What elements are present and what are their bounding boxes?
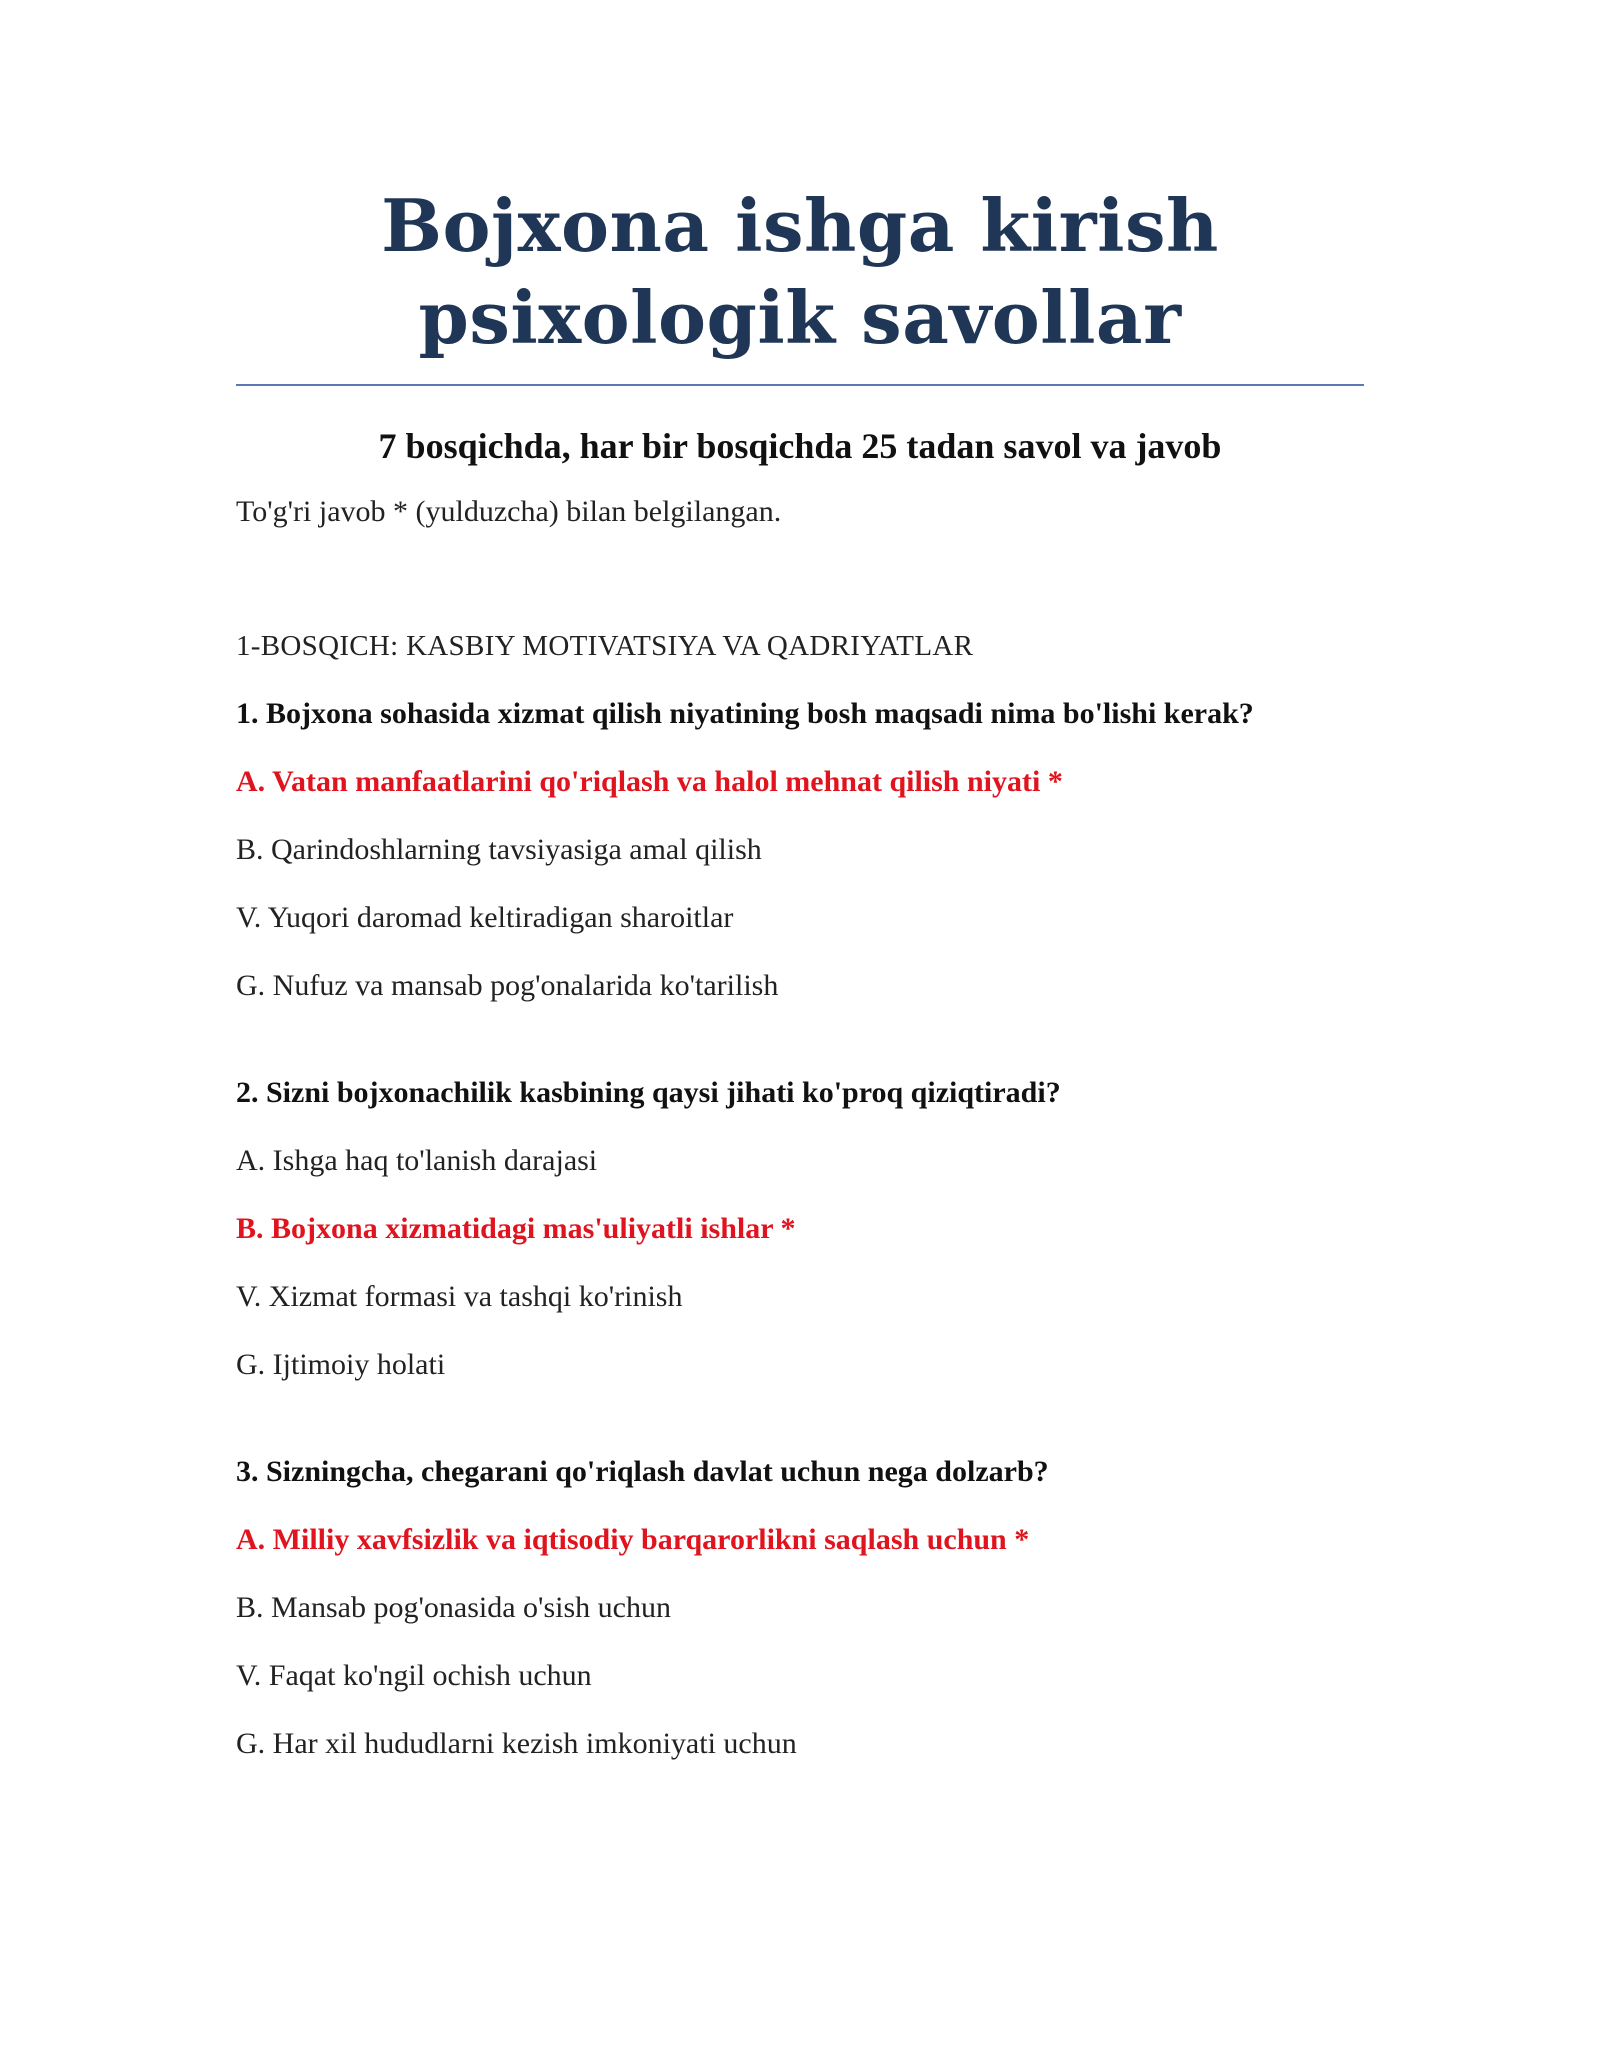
answer-key-note: To'g'ri javob * (yulduzcha) bilan belgilangan.	[236, 495, 782, 528]
answer-option: V. Faqat ko'ngil ochish uchun	[236, 1659, 592, 1692]
question-text: 2. Sizni bojxonachilik kasbining qaysi jihati ko'proq qiziqtiradi?	[236, 1076, 1061, 1109]
answer-option: G. Har xil hududlarni kezish imkoniyati uchun	[236, 1727, 797, 1760]
answer-option: G. Nufuz va mansab pog'onalarida ko'tarilish	[236, 969, 779, 1002]
title-divider	[236, 384, 1364, 386]
document-page	[236, 180, 1364, 1764]
question-block-1	[236, 694, 1364, 1006]
question-text: 1. Bojxona sohasida xizmat qilish niyatining bosh maqsadi nima bo'lishi kerak?	[236, 697, 1254, 730]
answer-option: G. Ijtimoiy holati	[236, 1348, 446, 1381]
correct-answer-option: A. Vatan manfaatlarini qo'riqlash va halol mehnat qilish niyati *	[236, 765, 1063, 798]
correct-answer-option: A. Milliy xavfsizlik va iqtisodiy barqarorlikni saqlash uchun *	[236, 1523, 1030, 1556]
document-subtitle: 7 bosqichda, har bir bosqichda 25 tadan savol va javob	[378, 426, 1222, 466]
answer-option: V. Yuqori daromad keltiradigan sharoitlar	[236, 901, 734, 934]
answer-option: V. Xizmat formasi va tashqi ko'rinish	[236, 1280, 683, 1313]
correct-answer-option: B. Bojxona xizmatidagi mas'uliyatli ishlar *	[236, 1212, 796, 1245]
question-block-3	[236, 1452, 1364, 1764]
question-text: 3. Sizningcha, chegarani qo'riqlash davlat uchun nega dolzarb?	[236, 1455, 1049, 1488]
answer-option: B. Qarindoshlarning tavsiyasiga amal qilish	[236, 833, 762, 866]
stage-heading: 1-BOSQICH: KASBIY MOTIVATSIYA VA QADRIYATLAR	[236, 630, 974, 662]
answer-option: A. Ishga haq to'lanish darajasi	[236, 1144, 598, 1177]
answer-option: B. Mansab pog'onasida o'sish uchun	[236, 1591, 671, 1624]
document-title: Bojxona ishga kirish psixologik savollar	[381, 183, 1219, 360]
question-block-2	[236, 1073, 1364, 1385]
